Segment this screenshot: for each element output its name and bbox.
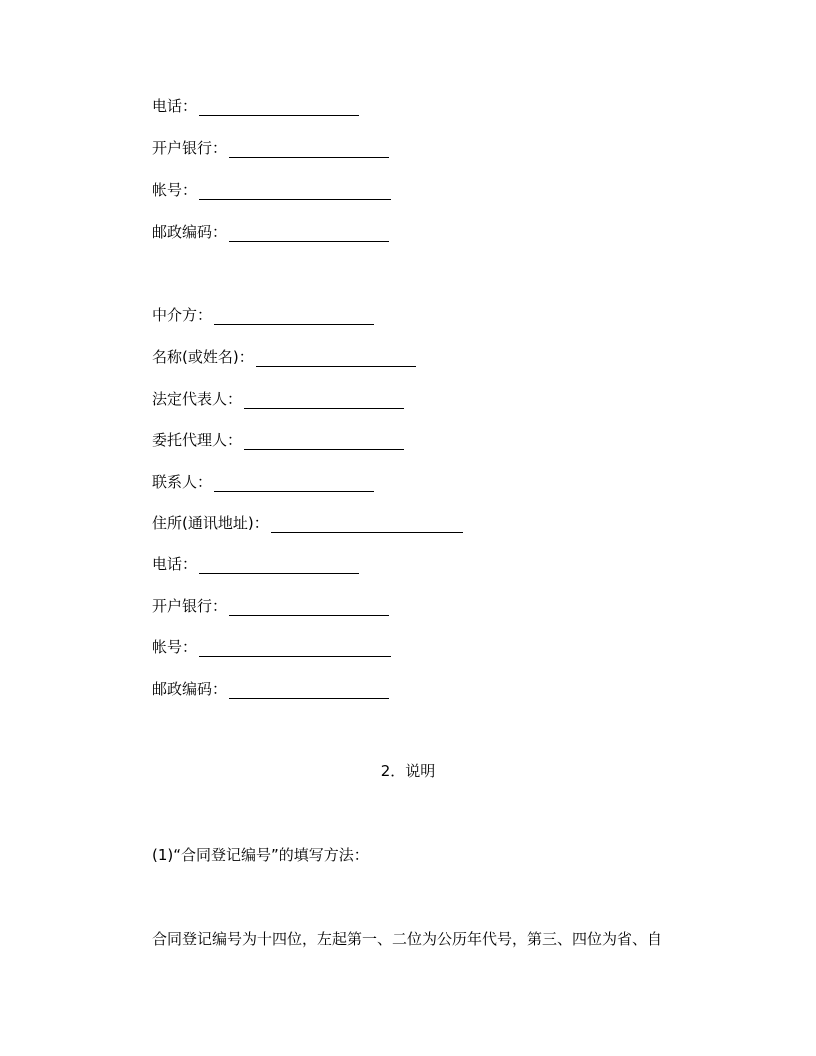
field-label: 开户银行：: [152, 139, 228, 157]
account-blank-line[interactable]: [199, 183, 391, 200]
address-blank-line[interactable]: [271, 516, 463, 533]
address-field: [152, 513, 463, 533]
section-heading: 2．说明: [380, 762, 436, 780]
legal-rep-blank-line[interactable]: [244, 392, 404, 409]
field-label: 法定代表人：: [152, 390, 243, 408]
postal-code-blank-line-2[interactable]: [229, 682, 389, 699]
phone-blank-line[interactable]: [199, 99, 359, 116]
field-label: 开户银行：: [152, 597, 228, 615]
account-field-2: [152, 637, 391, 657]
postal-code-field: [152, 222, 389, 242]
phone-blank-line-2[interactable]: [199, 557, 359, 574]
contact-blank-line[interactable]: [214, 475, 374, 492]
field-label: 帐号：: [152, 181, 198, 199]
name-blank-line[interactable]: [256, 350, 416, 367]
agent-field: [152, 430, 404, 450]
name-field: [152, 347, 416, 367]
field-label: 帐号：: [152, 638, 198, 656]
postal-code-field-2: [152, 679, 389, 699]
intermediary-field: [152, 305, 374, 325]
phone-field-2: [152, 554, 359, 574]
field-label: 电话：: [152, 97, 198, 115]
intermediary-blank-line[interactable]: [214, 308, 374, 325]
field-label: 中介方：: [152, 306, 213, 324]
account-blank-line-2[interactable]: [199, 640, 391, 657]
bank-field: [152, 138, 389, 158]
field-label: 名称(或姓名)：: [152, 348, 254, 366]
subheading: (1)“合同登记编号”的填写方法：: [152, 846, 369, 864]
field-label: 邮政编码：: [152, 680, 228, 698]
field-label: 邮政编码：: [152, 223, 228, 241]
body-paragraph: 合同登记编号为十四位，左起第一、二位为公历年代号，第三、四位为省、自: [152, 930, 663, 948]
phone-field: [152, 96, 359, 116]
field-label: 联系人：: [152, 473, 213, 491]
agent-blank-line[interactable]: [244, 433, 404, 450]
account-field: [152, 180, 391, 200]
field-label: 住所(通讯地址)：: [152, 514, 269, 532]
postal-code-blank-line[interactable]: [229, 225, 389, 242]
field-label: 委托代理人：: [152, 431, 243, 449]
bank-field-2: [152, 596, 389, 616]
legal-rep-field: [152, 389, 404, 409]
contact-field: [152, 472, 374, 492]
bank-blank-line[interactable]: [229, 141, 389, 158]
bank-blank-line-2[interactable]: [229, 599, 389, 616]
field-label: 电话：: [152, 555, 198, 573]
